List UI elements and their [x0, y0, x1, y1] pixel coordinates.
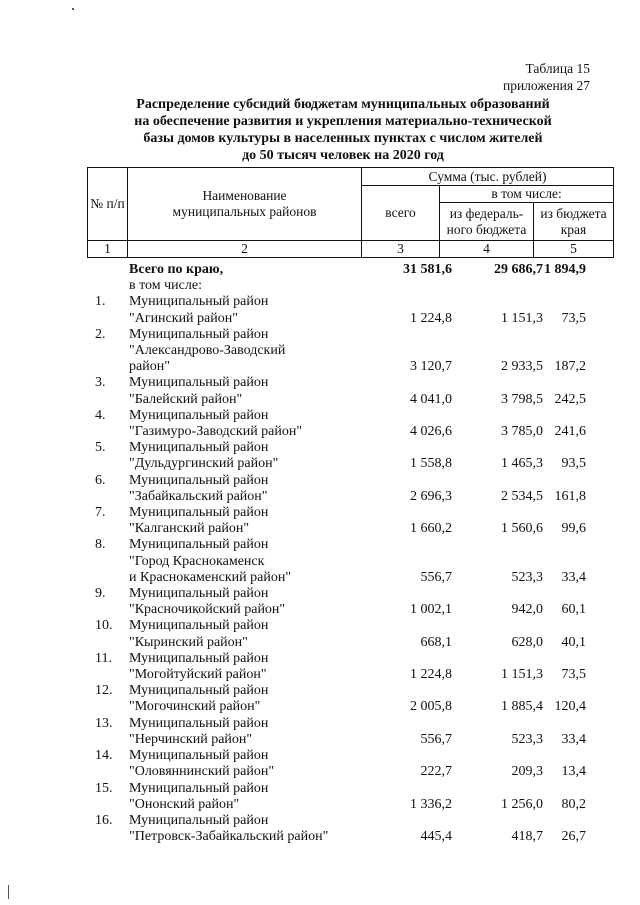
district-name-line: Муниципальный район [129, 440, 269, 456]
amount-region: 187,2 [554, 359, 586, 375]
district-name-line: Муниципальный район [129, 294, 269, 310]
district-name-line: "Могойтуйский район" [129, 667, 267, 683]
district-name-line: Муниципальный район [129, 748, 269, 764]
district-name [129, 375, 361, 407]
amount-region: 241,6 [554, 424, 586, 440]
row-number: 8. [95, 537, 106, 553]
amount-total: 556,7 [420, 731, 452, 747]
district-name-line: "Красночикойский район" [129, 602, 286, 618]
row-number: 13. [95, 715, 113, 731]
amount-federal: 2 933,5 [501, 359, 543, 375]
district-name-line: Муниципальный район [129, 650, 269, 666]
district-name-line: Муниципальный район [129, 780, 269, 796]
district-name-line: "Агинский район" [129, 310, 238, 326]
amount-total: 668,1 [420, 634, 452, 650]
amount-region: 40,1 [561, 634, 586, 650]
table-row [87, 440, 587, 472]
amount-total: 1 336,2 [410, 796, 452, 812]
amount-federal: 1 151,3 [501, 667, 543, 683]
amount-federal: 1 256,0 [501, 796, 543, 812]
district-name-line: район" [129, 359, 170, 375]
table-row [87, 813, 587, 845]
row-number: 2. [95, 326, 106, 342]
table-header [87, 167, 614, 258]
district-name [129, 408, 361, 440]
amount-federal: 3 785,0 [501, 424, 543, 440]
amount-region: 73,5 [561, 310, 586, 326]
district-name [129, 683, 361, 715]
amount-total: 222,7 [420, 764, 452, 780]
amount-total: 4 041,0 [410, 391, 452, 407]
caption-line-appendix: приложения 27 [502, 78, 590, 93]
table-caption [503, 60, 590, 94]
amount-region: 99,6 [561, 521, 586, 537]
district-name-line: Муниципальный район [129, 586, 269, 602]
table-row [87, 537, 587, 586]
amount-total: 1 224,8 [410, 310, 452, 326]
amount-region: 120,4 [554, 699, 586, 715]
district-name-line: Муниципальный район [129, 812, 269, 828]
row-number: 3. [95, 375, 106, 391]
header-num: № п/п [88, 168, 128, 241]
table-row [87, 505, 587, 537]
amount-federal: 3 798,5 [501, 391, 543, 407]
amount-federal: 1 465,3 [501, 456, 543, 472]
district-name-line: "Газимуро-Заводский район" [129, 424, 303, 440]
table-row [87, 408, 587, 440]
amount-total: 3 120,7 [410, 359, 452, 375]
amount-total: 4 026,6 [410, 424, 452, 440]
amount-region: 93,5 [561, 456, 586, 472]
amount-region: 242,5 [554, 391, 586, 407]
row-number: 16. [95, 812, 113, 828]
district-name [129, 440, 361, 472]
amount-region: 80,2 [561, 796, 586, 812]
district-name [129, 618, 361, 650]
district-name-line: "Ононский район" [129, 796, 240, 812]
district-name-line: и Краснокаменский район" [129, 569, 292, 585]
amount-federal: 942,0 [511, 602, 543, 618]
table-row [87, 651, 587, 683]
document-title [98, 96, 588, 164]
district-name [129, 505, 361, 537]
amount-total: 1 558,8 [410, 456, 452, 472]
district-name [129, 813, 361, 845]
district-name-line: "Калганский район" [129, 521, 250, 537]
district-name [129, 327, 361, 376]
title-line: до 50 тысяч человек на 2020 год [242, 148, 444, 163]
district-name-line: Муниципальный район [129, 407, 269, 423]
table-row [87, 683, 587, 715]
column-number: 3 [362, 241, 440, 258]
amount-federal: 2 534,5 [501, 488, 543, 504]
scan-mark [72, 8, 74, 10]
row-number: 5. [95, 440, 106, 456]
district-name-line: Муниципальный район [129, 505, 269, 521]
row-number: 6. [95, 472, 106, 488]
title-line: на обеспечение развития и укрепления материально-технической [134, 114, 552, 129]
district-name [129, 716, 361, 748]
amount-total: 2 696,3 [410, 488, 452, 504]
amount-total: 1 224,8 [410, 667, 452, 683]
amount-region: 26,7 [561, 829, 586, 845]
table-row [87, 748, 587, 780]
row-number: 14. [95, 748, 113, 764]
table-row [87, 327, 587, 376]
district-name-line: "Кыринский район" [129, 634, 248, 650]
table-row [87, 618, 587, 650]
amount-federal: 523,3 [511, 569, 543, 585]
column-number: 2 [128, 241, 362, 258]
amount-region: 33,4 [561, 569, 586, 585]
amount-region: 60,1 [561, 602, 586, 618]
amount-federal: 209,3 [511, 764, 543, 780]
district-name [129, 586, 361, 618]
header-total: всего [362, 186, 440, 241]
district-name-line: "Забайкальский район" [129, 488, 268, 504]
amount-total: 445,4 [420, 829, 452, 845]
district-name-line: Муниципальный район [129, 683, 269, 699]
table-row [87, 716, 587, 748]
row-number: 10. [95, 618, 113, 634]
district-name-line: Муниципальный район [129, 326, 269, 342]
amount-federal: 1 560,6 [501, 521, 543, 537]
row-number: 11. [95, 650, 112, 666]
district-name-line: Муниципальный район [129, 618, 269, 634]
amount-total: 1 660,2 [410, 521, 452, 537]
district-name [129, 294, 361, 326]
total-label: Всего по краю, [129, 262, 224, 277]
including-row [87, 278, 587, 294]
total-row [87, 262, 587, 278]
amount-region: 13,4 [561, 764, 586, 780]
row-number: 15. [95, 780, 113, 796]
row-number: 1. [95, 294, 106, 310]
district-name-line: "Петровск-Забайкальский район" [129, 829, 329, 845]
amount-total: 556,7 [420, 569, 452, 585]
amount-total: 1 002,1 [410, 602, 452, 618]
header-sum: Сумма (тыс. рублей) [362, 168, 614, 186]
amount-federal: 523,3 [511, 731, 543, 747]
table-body [87, 262, 587, 845]
total-all: 31 581,6 [403, 262, 452, 277]
column-number: 5 [534, 241, 614, 258]
amount-federal: 418,7 [511, 829, 543, 845]
amount-region: 73,5 [561, 667, 586, 683]
row-number: 4. [95, 407, 106, 423]
title-line: базы домов культуры в населенных пунктах с числом жителей [143, 131, 543, 146]
table-row [87, 375, 587, 407]
table-row [87, 294, 587, 326]
title-line: Распределение субсидий бюджетам муниципальных образований [136, 97, 550, 112]
district-name-line: Муниципальный район [129, 375, 269, 391]
amount-federal: 628,0 [511, 634, 543, 650]
amount-region: 161,8 [554, 488, 586, 504]
table-row [87, 586, 587, 618]
amount-total: 2 005,8 [410, 699, 452, 715]
total-region: 1 894,9 [544, 262, 586, 277]
district-name [129, 781, 361, 813]
district-name-line: "Оловяннинский район" [129, 764, 275, 780]
column-number: 1 [88, 241, 128, 258]
table-row [87, 473, 587, 505]
district-name-line: "Нерчинский район" [129, 731, 253, 747]
column-number: 4 [440, 241, 534, 258]
header-including: в том числе: [440, 186, 614, 203]
row-number: 7. [95, 505, 106, 521]
district-name-line: "Город Краснокаменск [129, 553, 265, 569]
caption-line-table: Таблица 15 [525, 61, 590, 76]
district-name-line: Муниципальный район [129, 472, 269, 488]
header-federal: из федераль-ного бюджета [440, 203, 534, 241]
header-region: из бюджета края [534, 203, 614, 241]
district-name-line: Муниципальный район [129, 715, 269, 731]
amount-federal: 1 151,3 [501, 310, 543, 326]
district-name [129, 748, 361, 780]
scan-mark [8, 885, 9, 899]
row-number: 12. [95, 683, 113, 699]
district-name [129, 537, 361, 586]
district-name-line: Муниципальный район [129, 537, 269, 553]
district-name-line: "Балейский район" [129, 391, 243, 407]
including-label: в том числе: [129, 278, 202, 294]
amount-federal: 1 885,4 [501, 699, 543, 715]
district-name-line: "Могочинский район" [129, 699, 261, 715]
header-name: Наименование муниципальных районов [128, 168, 362, 241]
amount-region: 33,4 [561, 731, 586, 747]
district-name [129, 473, 361, 505]
row-number: 9. [95, 586, 106, 602]
district-name [129, 651, 361, 683]
district-name-line: "Дульдургинский район" [129, 456, 279, 472]
table-row [87, 781, 587, 813]
total-federal: 29 686,7 [494, 262, 543, 277]
district-name-line: "Александрово-Заводский [129, 343, 286, 359]
